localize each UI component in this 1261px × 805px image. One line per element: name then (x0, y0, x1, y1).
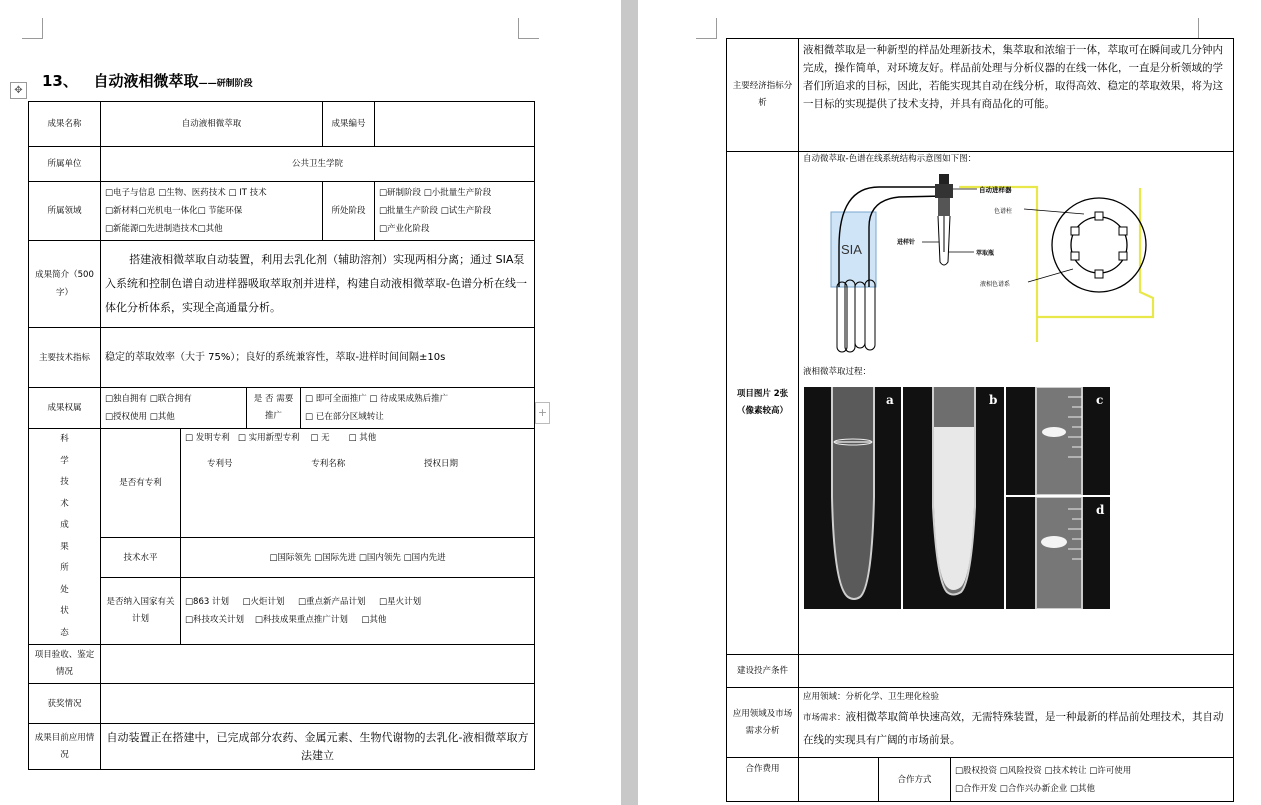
ownership-options[interactable]: □独自拥有 □联合拥有 □授权使用 □其他 (101, 388, 247, 429)
photo-b: b (903, 387, 1004, 609)
process-caption: 液相微萃取过程： (803, 367, 872, 377)
photo-a: a (804, 387, 901, 609)
patent-number-header: 专利号 (207, 459, 233, 469)
name-value: 自动液相微萃取 (101, 102, 323, 147)
page-corner-mark (518, 18, 539, 39)
level-options[interactable]: □国际领先 □国际先进 □国内领先 □国内先进 (181, 538, 535, 578)
images-label: 项目图片 2张（像素较高） (727, 152, 799, 655)
sci-status-char: 技 (60, 477, 69, 487)
ownership-label: 成果权属 (29, 388, 101, 429)
sci-status-char: 处 (60, 584, 69, 595)
sci-status-char: 术 (60, 498, 69, 509)
stage-options[interactable]: □研制阶段 □小批量生产阶段 □批量生产阶段 □试生产阶段 □产业化阶段 (375, 182, 535, 241)
patent-date-header: 授权日期 (424, 459, 459, 469)
syringe-holder (938, 198, 950, 216)
page-corner-mark (22, 18, 43, 39)
achievement-table-left (28, 101, 535, 770)
sci-status-char: 所 (60, 563, 69, 573)
unit-label: 所属单位 (29, 147, 101, 182)
build-value (799, 655, 1234, 688)
page-corner-mark (1198, 18, 1219, 39)
market-label: 应用领域及市场需求分析 (727, 688, 799, 758)
document-page-left (0, 0, 621, 805)
acceptance-label: 项目验收、鉴定情况 (29, 645, 101, 684)
tube-label: 萃取瓶 (976, 250, 995, 257)
syringe-body (935, 184, 953, 198)
plan-label: 是否纳入国家有关计划 (101, 578, 181, 645)
intro-label: 成果简介（500 字） (29, 241, 101, 328)
field-label: 所属领域 (29, 182, 101, 241)
promote-label: 是 否 需要推广 (247, 388, 301, 429)
sci-status-char: 果 (60, 541, 69, 552)
coop-cost-label: 合作费用 (727, 758, 799, 802)
application-text: 自动装置正在搭建中，已完成部分农药、金属元素、生物代谢物的去乳化-液相微萃取方法建立 (101, 724, 535, 770)
syringe-label: 进样针 (897, 239, 916, 246)
document-page-right (638, 0, 1261, 805)
stage-label: 所处阶段 (323, 182, 375, 241)
econ-label: 主要经济指标分析 (727, 39, 799, 152)
market-demand-prefix: 市场需求： (803, 713, 846, 723)
name-label: 成果名称 (29, 102, 101, 147)
application-label: 成果目前应用情况 (29, 724, 101, 770)
award-label: 获奖情况 (29, 684, 101, 724)
level-label: 技术水平 (101, 538, 181, 578)
promote-options[interactable]: □ 即可全面推广 □ 待成果成熟后推广 □ 已在部分区域转让 (301, 388, 535, 429)
market-demand (803, 706, 1229, 751)
section-heading: 13、 自动液相微萃取——研制阶段 (42, 72, 253, 90)
econ-text: 液相微萃取是一种新型的样品处理新技术，集萃取和浓缩于一体，萃取可在瞬间或几分钟内完成，操作简单，对环境友好。样品前处理与分析仪器的在线一体化，一直是分析领域的学者们所追求的目标，因此，若能实现其自动在线分析，取得高效、稳定的萃取效果，将为这一目标的实现提供了技术支持，并具有商品化的可能。 (799, 39, 1234, 152)
number-value (375, 102, 535, 147)
diagram-caption: 自动微萃取-色谱在线系统结构示意图如下图： (803, 154, 977, 164)
unit-value: 公共卫生学院 (101, 147, 535, 182)
sci-status-char: 成 (60, 520, 69, 530)
patent-cell[interactable] (181, 429, 535, 538)
number-label: 成果编号 (323, 102, 375, 147)
market-demand-text: 液相微萃取简单快速高效，无需特殊装置，是一种最新的样品前处理技术，其自动在线的实现具有广阔的市场前景。 (803, 711, 1224, 746)
system-diagram (799, 152, 1229, 367)
photo-c: c (1006, 387, 1110, 495)
coop-mode-label: 合作方式 (879, 758, 951, 802)
sci-status-char: 学 (60, 455, 69, 466)
sci-status-char: 状 (60, 606, 69, 616)
valve-label: 液相色谱系 (980, 281, 1011, 288)
sia-label: SIA (841, 242, 862, 257)
valve-ports (1071, 212, 1127, 278)
tech-text: 稳定的萃取效率（大于 75%）；良好的系统兼容性，萃取-进样时间间隔±10s (101, 328, 535, 388)
patent-options[interactable]: □ 发明专利 □ 实用新型专利 □ 无 □ 其他 (185, 433, 377, 443)
coop-mode-options[interactable]: □股权投资 □风险投资 □技术转让 □许可使用 □合作开发 □合作兴办新企业 □其他 (951, 758, 1234, 802)
sci-status-char: 科 (60, 434, 69, 444)
market-field: 应用领域：分析化学、卫生理化检验 (803, 692, 940, 702)
sci-status-label (29, 429, 101, 645)
tech-label: 主要技术指标 (29, 328, 101, 388)
plan-options[interactable]: □863 计划 □火炬计划 □重点新产品计划 □星火计划 □科技攻关计划 □科技成果重点推广计划 □其他 (181, 578, 535, 645)
plus-icon[interactable]: + (535, 402, 550, 424)
column-label: 色谱柱 (994, 208, 1013, 215)
market-cell (799, 688, 1234, 758)
acceptance-value (101, 645, 535, 684)
intro-text: 搭建液相微萃取自动装置，利用去乳化剂（辅助溶剂）实现两相分离；通过 SIA泵入系统和控制色谱自动进样器吸取萃取剂并进样，构建自动液相微萃取-色谱分析在线一体化分析体系，实现全高通量分析。 (101, 241, 535, 328)
images-cell (799, 152, 1234, 655)
sci-status-char: 态 (60, 627, 69, 638)
syringe-top (939, 174, 949, 184)
coop-cost-value (799, 758, 879, 802)
photo-d: d (1006, 497, 1110, 609)
patent-label: 是否有专利 (101, 429, 181, 538)
field-options[interactable]: □电子与信息 □生物、医药技术 □ IT 技术 □新材料□光机电一体化□ 节能环保 □新能源□先进制造技术□其他 (101, 182, 323, 241)
autosampler-label: 自动进样器 (979, 186, 1012, 194)
achievement-table-right (726, 38, 1234, 802)
award-value (101, 684, 535, 724)
valve-inner (1071, 217, 1127, 273)
page-corner-mark (696, 18, 717, 39)
patent-name-header: 专利名称 (311, 459, 346, 469)
build-label: 建设投产条件 (727, 655, 799, 688)
move-cross-icon[interactable]: ✥ (10, 82, 27, 99)
tube-loops (837, 280, 875, 352)
